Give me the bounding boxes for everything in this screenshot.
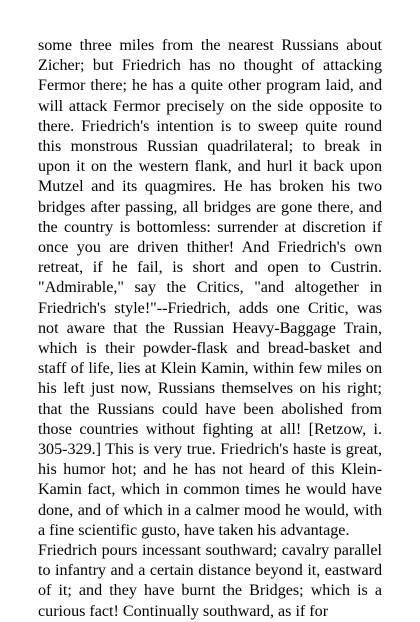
document-page — [38, 36, 382, 622]
paragraph: some three miles from the nearest Russians about Zicher; but Friedrich has no thought of attacking Fermor there; he has a quite other program laid, and will attack Fermor precisely on the side opposite to there. Friedrich's intention is to sweep quite round this monstrous Russian quadrilateral; to break in upon it on the western flank, and hurl it back upon Mutzel and its quagmires. He has broken his two bridges after passing, all bridges are gone there, and the country is bottomless: surrender at discretion if once you are driven thither! And Friedrich's own retreat, if he fail, is short and open to Custrin. "Admirable," say the Critics, "and altogether in Friedrich's style!"--Friedrich, adds one Critic, was not aware that the Russian Heavy-Baggage Train, which is their powder-flask and bread-basket and staff of life, lies at Klein Kamin, within few miles on his left just now, Russians themselves on his right; that the Russians could have been abolished from those countries without fighting at all! [Retzow, i. 305-329.] This is very true. Friedrich's haste is great, his humor hot; and he has not heard of this Klein-Kamin fact, which in common times he would have done, and of which in a calmer mood he would, with a fine scientific gusto, have taken his advantage. — [38, 37, 382, 539]
paragraph: Friedrich pours incessant southward; cavalry parallel to infantry and a certain distance beyond it, eastward of it; and they have burnt the Bridges; which is a curious fact! Continually southward, as if for — [38, 542, 382, 620]
